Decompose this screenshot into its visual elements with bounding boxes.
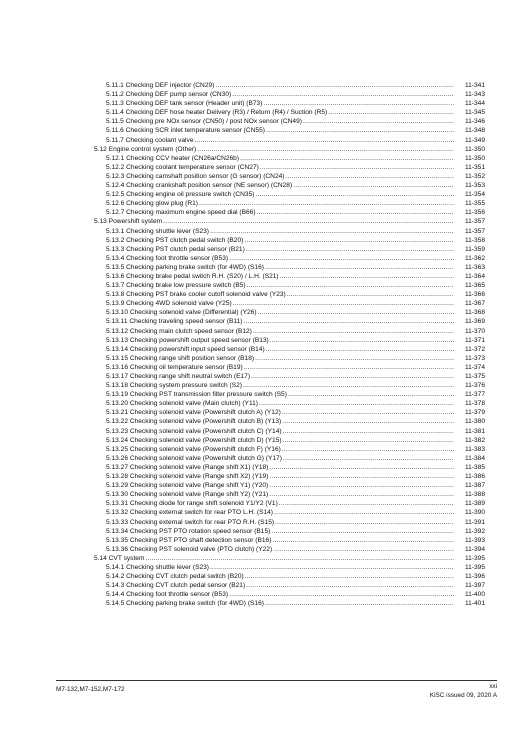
toc-dot-leader (232, 90, 454, 99)
toc-subsection-entry[interactable] (94, 490, 485, 499)
toc-dot-leader (251, 372, 454, 381)
toc-subsection-entry[interactable] (94, 154, 485, 163)
toc-dot-leader (163, 217, 454, 226)
toc-subsection-entry[interactable] (94, 427, 485, 436)
toc-entry-page: 11-397 (464, 582, 485, 590)
toc-entry-label: 5.13.8 Checking PST brake cooler cutoff solenoid valve (Y23) (106, 291, 286, 299)
toc-entry-label: 5.13.5 Checking parking brake switch (for 4WD) (S16) (106, 263, 264, 271)
toc-subsection-entry[interactable] (94, 317, 485, 326)
toc-entry-page: 11-357 (464, 218, 485, 226)
toc-dot-leader (265, 599, 454, 608)
toc-subsection-entry[interactable] (94, 499, 485, 508)
toc-subsection-entry[interactable] (94, 90, 485, 99)
toc-subsection-entry[interactable] (94, 108, 485, 117)
toc-subsection-entry[interactable] (94, 536, 485, 545)
toc-entry-page: 11-395 (464, 554, 485, 562)
table-of-contents (94, 81, 485, 608)
toc-subsection-entry[interactable] (94, 190, 485, 199)
toc-subsection-entry[interactable] (94, 527, 485, 536)
toc-dot-leader (229, 254, 454, 263)
toc-entry-label: 5.13.16 Checking oil temperature sensor (B19) (106, 363, 243, 371)
toc-dot-leader (263, 99, 454, 108)
toc-dot-leader (243, 317, 454, 326)
toc-dot-leader (229, 590, 454, 599)
toc-dot-leader (255, 354, 454, 363)
toc-subsection-entry[interactable] (94, 454, 485, 463)
footer-issue: KiSC issued 09, 2020 A (429, 691, 497, 699)
toc-subsection-entry[interactable] (94, 117, 485, 126)
toc-subsection-entry[interactable] (94, 590, 485, 599)
toc-entry-page: 11-349 (464, 136, 485, 144)
toc-dot-leader (273, 545, 454, 554)
toc-dot-leader (259, 399, 454, 408)
toc-entry-page: 11-386 (464, 473, 485, 481)
toc-section-entry[interactable] (94, 145, 485, 154)
toc-dot-leader (247, 281, 454, 290)
toc-dot-leader (258, 308, 454, 317)
toc-entry-label: 5.13.4 Checking foot throttle sensor (B53) (106, 254, 229, 262)
toc-subsection-entry[interactable] (94, 290, 485, 299)
footer-divider (56, 680, 497, 681)
toc-subsection-entry[interactable] (94, 136, 485, 145)
toc-entry-label: 5.13.22 Checking solenoid valve (Powershift clutch B) (Y13) (106, 418, 282, 426)
toc-dot-leader (275, 518, 454, 527)
toc-entry-page: 11-350 (464, 145, 485, 153)
toc-dot-leader (246, 581, 454, 590)
toc-subsection-entry[interactable] (94, 263, 485, 272)
toc-entry-label: 5.13.23 Checking solenoid valve (Powershift clutch C) (Y14) (106, 427, 282, 435)
toc-entry-page: 11-373 (464, 354, 485, 362)
toc-subsection-entry[interactable] (94, 126, 485, 135)
toc-entry-label: 5.13.6 Checking brake pedal switch R.H. (S20) / L.H. (S21) (106, 272, 279, 280)
toc-entry-label: 5.11.7 Checking coolant valve (106, 136, 194, 144)
toc-entry-label: 5.12.3 Checking camshaft position sensor (G sensor) (CN24) (106, 172, 285, 180)
toc-entry-label: 5.13.24 Checking solenoid valve (Powershift clutch D) (Y15) (106, 436, 282, 444)
toc-dot-leader (328, 108, 454, 117)
toc-subsection-entry[interactable] (94, 99, 485, 108)
toc-subsection-entry[interactable] (94, 363, 485, 372)
toc-entry-page: 11-378 (464, 400, 485, 408)
toc-subsection-entry[interactable] (94, 163, 485, 172)
toc-subsection-entry[interactable] (94, 299, 485, 308)
toc-entry-page: 11-358 (464, 236, 485, 244)
toc-subsection-entry[interactable] (94, 563, 485, 572)
toc-entry-page: 11-385 (464, 463, 485, 471)
toc-entry-label: 5.13 Powershift system (94, 218, 163, 226)
toc-entry-label: 5.13.26 Checking solenoid valve (Powershift clutch G) (Y17) (106, 454, 282, 462)
toc-subsection-entry[interactable] (94, 436, 485, 445)
toc-entry-label: 5.13.33 Checking external switch for rear PTO R.H. (S15) (106, 518, 275, 526)
toc-dot-leader (197, 145, 454, 154)
toc-entry-label: 5.12.4 Checking crankshaft position sensor (NE sensor) (CN28) (106, 182, 293, 190)
toc-entry-label: 5.14.2 Checking CVT clutch pedal switch (B20) (106, 573, 244, 581)
toc-entry-label: 5.13.35 Checking PST PTO shaft detection sensor (B16) (106, 536, 272, 544)
toc-entry-label: 5.14.4 Checking foot throttle sensor (B53) (106, 591, 229, 599)
toc-entry-page: 11-350 (464, 154, 485, 162)
toc-entry-page: 11-352 (464, 172, 485, 180)
toc-subsection-entry[interactable] (94, 408, 485, 417)
toc-entry-label: 5.13.18 Checking system pressure switch (S2) (106, 382, 242, 390)
toc-entry-page: 11-394 (464, 545, 485, 553)
toc-entry-page: 11-375 (464, 373, 485, 380)
toc-subsection-entry[interactable] (94, 481, 485, 490)
toc-entry-label: 5.13.21 Checking solenoid valve (Powershift clutch A) (Y12) (106, 409, 281, 417)
toc-entry-page: 11-345 (464, 109, 485, 117)
toc-entry-label: 5.12.5 Checking engine oil pressure switch (CN35) (106, 191, 255, 199)
toc-subsection-entry[interactable] (94, 472, 485, 481)
toc-entry-page: 11-396 (464, 573, 485, 581)
toc-dot-leader (244, 236, 454, 245)
toc-dot-leader (253, 327, 454, 336)
toc-entry-page: 11-388 (464, 491, 485, 499)
toc-subsection-entry[interactable] (94, 572, 485, 581)
toc-dot-leader (272, 536, 454, 545)
toc-dot-leader (269, 463, 454, 472)
toc-entry-page: 11-344 (464, 100, 485, 108)
toc-subsection-entry[interactable] (94, 281, 485, 290)
toc-dot-leader (245, 572, 454, 581)
toc-entry-label: 5.13.29 Checking solenoid valve (Range shift Y1) (Y20) (106, 482, 269, 490)
toc-entry-page: 11-367 (464, 300, 485, 308)
toc-dot-leader (283, 427, 454, 436)
toc-dot-leader (269, 490, 454, 499)
toc-entry-page: 11-374 (464, 363, 485, 371)
toc-entry-label: 5.12 Engine control system (Other) (94, 145, 197, 153)
toc-entry-page: 11-353 (464, 182, 485, 190)
toc-entry-page: 11-391 (464, 518, 485, 526)
toc-dot-leader (233, 299, 454, 308)
toc-entry-label: 5.12.1 Checking CCV heater (CN26a/CN26b) (106, 154, 240, 162)
toc-entry-page: 11-376 (464, 382, 485, 390)
toc-entry-label: 5.12.7 Checking maximum engine speed dial (B66) (106, 209, 256, 217)
footer-models: M7-132,M7-152,M7-172 (56, 686, 125, 693)
toc-subsection-entry[interactable] (94, 208, 485, 217)
toc-entry-label: 5.13.36 Checking PST solenoid valve (PTO clutch) (Y22) (106, 545, 273, 553)
toc-dot-leader (246, 245, 454, 254)
toc-dot-leader (257, 208, 454, 217)
toc-dot-leader (269, 472, 454, 481)
toc-dot-leader (269, 481, 454, 490)
toc-entry-label: 5.13.25 Checking solenoid valve (Powershift clutch F) (Y16) (106, 445, 281, 453)
toc-dot-leader (265, 263, 454, 272)
toc-entry-label: 5.12.6 Checking glow plug (R1) (106, 200, 198, 208)
toc-entry-page: 11-371 (464, 336, 485, 344)
toc-subsection-entry[interactable] (94, 399, 485, 408)
toc-dot-leader (271, 527, 454, 536)
toc-entry-label: 5.13.13 Checking powershift output speed sensor (B13) (106, 336, 269, 344)
toc-subsection-entry[interactable] (94, 508, 485, 517)
toc-subsection-entry[interactable] (94, 417, 485, 426)
toc-dot-leader (303, 117, 454, 126)
toc-entry-label: 5.13.32 Checking external switch for rear PTO L.H. (S14) (106, 509, 273, 517)
toc-dot-leader (293, 181, 454, 190)
toc-entry-page: 11-362 (464, 254, 485, 262)
toc-subsection-entry[interactable] (94, 227, 485, 236)
toc-dot-leader (285, 172, 454, 181)
toc-entry-label: 5.13.11 Checking traveling speed sensor (B11) (106, 318, 243, 326)
footer-info (430, 683, 497, 700)
toc-subsection-entry[interactable] (94, 199, 485, 208)
toc-entry-page: 11-348 (464, 127, 485, 135)
toc-entry-page: 11-392 (464, 527, 485, 535)
toc-subsection-entry[interactable] (94, 272, 485, 281)
toc-entry-page: 11-341 (464, 82, 485, 89)
toc-entry-label: 5.13.27 Checking solenoid valve (Range shift X1) (Y18) (106, 463, 269, 471)
toc-entry-label: 5.13.9 Checking 4WD solenoid valve (Y25) (106, 300, 232, 308)
toc-dot-leader (240, 154, 454, 163)
toc-entry-label: 5.13.20 Checking solenoid valve (Main clutch) (Y11) (106, 400, 258, 408)
toc-subsection-entry[interactable] (94, 236, 485, 245)
toc-dot-leader (255, 190, 454, 199)
toc-entry-label: 5.13.17 Checking range shift neutral switch (E17) (106, 373, 251, 380)
toc-entry-label: 5.11.5 Checking pre NOx sensor (CN50) / post NOx sensor (CN49) (106, 118, 302, 126)
toc-dot-leader (266, 126, 454, 135)
toc-entry-label: 5.13.2 Checking PST clutch pedal switch (B20) (106, 236, 244, 244)
toc-entry-label: 5.13.12 Checking main clutch speed sensor (B12) (106, 327, 252, 335)
toc-subsection-entry[interactable] (94, 354, 485, 363)
toc-subsection-entry[interactable] (94, 372, 485, 381)
toc-entry-label: 5.11.4 Checking DEF hose heater Delivery (R3) / Return (R4) / Suction (R5) (106, 109, 328, 117)
toc-entry-page: 11-366 (464, 291, 485, 299)
toc-subsection-entry[interactable] (94, 254, 485, 263)
toc-entry-page: 11-368 (464, 309, 485, 317)
toc-subsection-entry[interactable] (94, 181, 485, 190)
toc-entry-page: 11-355 (464, 200, 485, 208)
toc-section-entry[interactable] (94, 554, 485, 563)
toc-entry-label: 5.13.28 Checking solenoid valve (Range shift X2) (Y19) (106, 473, 269, 481)
toc-entry-label: 5.13.15 Checking range shift position sensor (B18) (106, 354, 255, 362)
toc-entry-page: 11-370 (464, 327, 485, 335)
toc-entry-page: 11-390 (464, 509, 485, 517)
toc-entry-page: 11-380 (464, 418, 485, 426)
toc-entry-label: 5.13.34 Checking PST PTO rotation speed sensor (B15) (106, 527, 271, 535)
toc-entry-label: 5.13.30 Checking solenoid valve (Range shift Y2) (Y21) (106, 491, 269, 499)
toc-subsection-entry[interactable] (94, 390, 485, 399)
toc-entry-label: 5.11.3 Checking DEF tank sensor (Header unit) (B73) (106, 100, 263, 108)
toc-dot-leader (199, 199, 454, 208)
toc-entry-label: 5.11.6 Checking SCR inlet temperature sensor (CN55) (106, 127, 265, 135)
toc-dot-leader (283, 454, 454, 463)
toc-dot-leader (244, 363, 454, 372)
toc-dot-leader (194, 136, 454, 145)
toc-dot-leader (282, 408, 454, 417)
toc-dot-leader (282, 417, 454, 426)
toc-subsection-entry[interactable] (94, 308, 485, 317)
footer-page-number: xxi (489, 683, 497, 690)
toc-dot-leader (210, 563, 454, 572)
toc-entry-label: 5.11.2 Checking DEF pump sensor (CN30) (106, 91, 232, 99)
toc-dot-leader (288, 390, 454, 399)
toc-subsection-entry[interactable] (94, 345, 485, 354)
toc-dot-leader (243, 381, 454, 390)
toc-entry-label: 5.14 CVT system (94, 554, 145, 562)
toc-dot-leader (210, 227, 454, 236)
toc-entry-label: 5.11.1 Checking DEF injector (CN29) (106, 82, 215, 89)
toc-subsection-entry[interactable] (94, 172, 485, 181)
toc-entry-label: 5.13.10 Checking solenoid valve (Differential) (Y26) (106, 309, 257, 317)
toc-dot-leader (279, 499, 454, 508)
toc-entry-page: 11-363 (464, 263, 485, 271)
toc-entry-label: 5.14.1 Checking shuttle lever (S23) (106, 563, 209, 571)
toc-entry-label: 5.13.14 Checking powershift input speed sensor (B14) (106, 345, 265, 353)
toc-entry-page: 11-400 (464, 591, 485, 599)
toc-entry-page: 11-389 (464, 500, 485, 508)
toc-subsection-entry[interactable] (94, 336, 485, 345)
toc-entry-page: 11-383 (464, 445, 485, 453)
toc-entry-page: 11-351 (464, 163, 485, 171)
toc-entry-page: 11-354 (464, 191, 485, 199)
toc-entry-label: 5.13.31 Checking diode for range shift solenoid Y1/Y2 (V1) (106, 500, 278, 508)
toc-subsection-entry[interactable] (94, 463, 485, 472)
toc-entry-page: 11-365 (464, 282, 485, 290)
toc-dot-leader (283, 436, 454, 445)
toc-entry-label: 5.12.2 Checking coolant temperature sensor (CN27) (106, 163, 259, 171)
toc-subsection-entry[interactable] (94, 81, 485, 90)
toc-entry-page: 11-401 (464, 600, 485, 608)
toc-dot-leader (280, 272, 454, 281)
toc-subsection-entry[interactable] (94, 445, 485, 454)
toc-section-entry[interactable] (94, 217, 485, 226)
toc-dot-leader (145, 554, 454, 563)
toc-entry-page: 11-379 (464, 409, 485, 417)
toc-entry-page: 11-359 (464, 245, 485, 253)
toc-entry-label: 5.14.5 Checking parking brake switch (for 4WD) (S16) (106, 600, 264, 608)
toc-entry-page: 11-395 (464, 563, 485, 571)
toc-entry-page: 11-364 (464, 272, 485, 280)
toc-entry-page: 11-369 (464, 318, 485, 326)
toc-subsection-entry[interactable] (94, 245, 485, 254)
toc-entry-page: 11-384 (464, 454, 485, 462)
toc-entry-page: 11-357 (464, 227, 485, 235)
toc-entry-page: 11-356 (464, 209, 485, 217)
toc-subsection-entry[interactable] (94, 581, 485, 590)
toc-entry-page: 11-346 (464, 118, 485, 126)
toc-dot-leader (274, 508, 454, 517)
toc-entry-page: 11-393 (464, 536, 485, 544)
toc-dot-leader (270, 336, 454, 345)
toc-dot-leader (266, 345, 454, 354)
toc-entry-label: 5.13.1 Checking shuttle lever (S23) (106, 227, 209, 235)
toc-entry-label: 5.13.7 Checking brake low pressure switch (B5) (106, 282, 246, 290)
toc-entry-page: 11-377 (464, 391, 485, 399)
toc-subsection-entry[interactable] (94, 518, 485, 527)
toc-subsection-entry[interactable] (94, 327, 485, 336)
toc-dot-leader (260, 163, 454, 172)
toc-subsection-entry[interactable] (94, 381, 485, 390)
toc-entry-page: 11-343 (464, 91, 485, 99)
toc-dot-leader (282, 445, 454, 454)
toc-subsection-entry[interactable] (94, 599, 485, 608)
toc-dot-leader (215, 81, 454, 90)
toc-entry-page: 11-382 (464, 436, 485, 444)
toc-entry-label: 5.13.3 Checking PST clutch pedal sensor (B21) (106, 245, 245, 253)
toc-entry-page: 11-381 (464, 427, 485, 435)
toc-entry-label: 5.13.19 Checking PST transmission filter pressure switch (S5) (106, 391, 287, 399)
toc-entry-page: 11-372 (464, 345, 485, 353)
toc-entry-page: 11-387 (464, 482, 485, 490)
toc-subsection-entry[interactable] (94, 545, 485, 554)
toc-dot-leader (287, 290, 454, 299)
toc-entry-label: 5.14.3 Checking CVT clutch pedal sensor (B21) (106, 582, 246, 590)
